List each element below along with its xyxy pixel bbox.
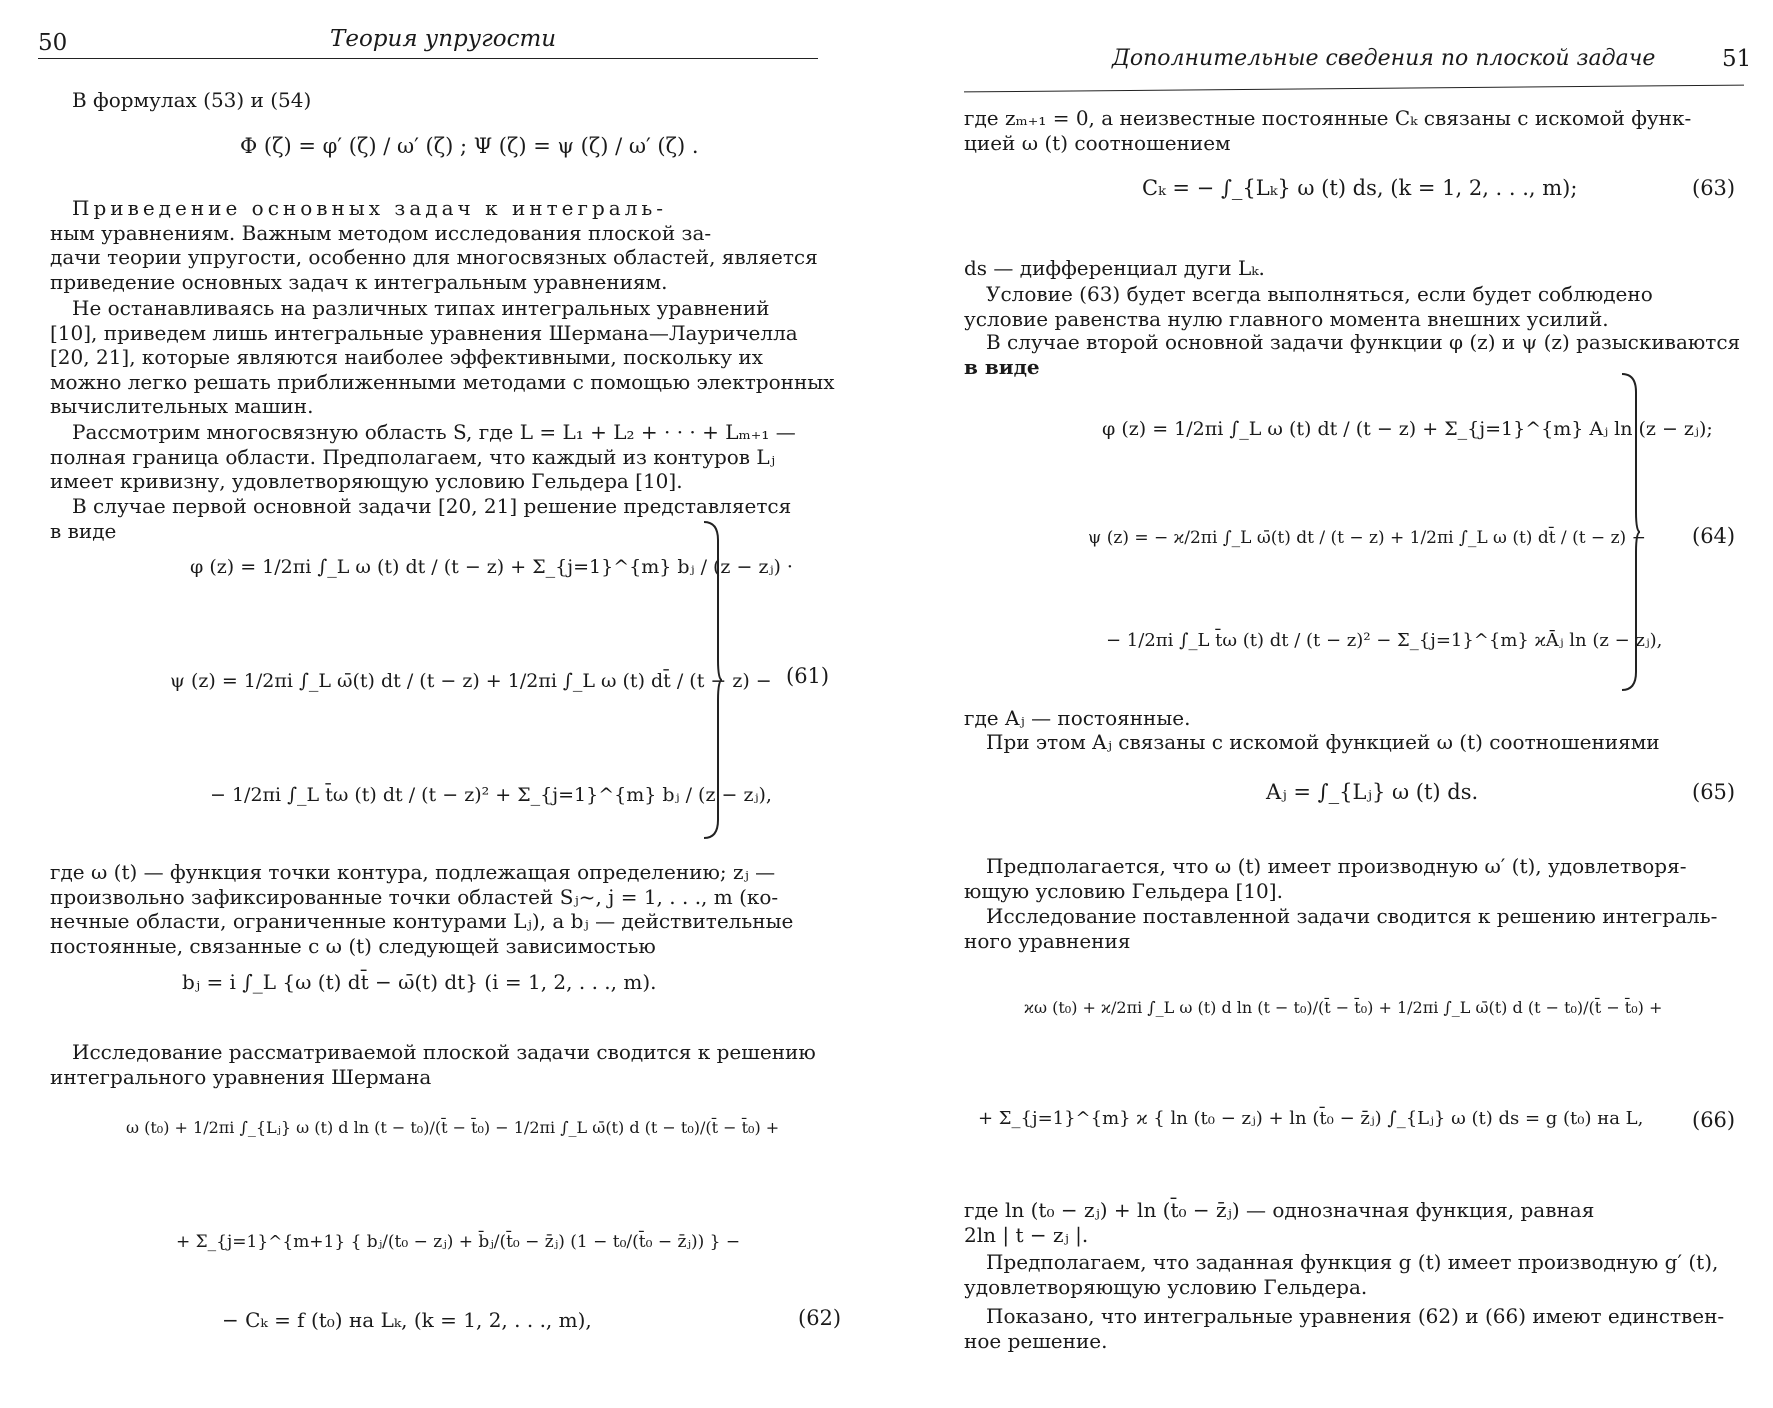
equation-bj: bⱼ = i ∫_L {ω (t) dt̄ − ω̄(t) dt} (i = 1, 2, . . ., m). <box>182 970 657 994</box>
paragraph-line: условие равенства нулю главного момента внешних усилий. <box>964 306 1609 331</box>
paragraph-line: В случае второй основной задачи функции φ (z) и ψ (z) разыскиваются <box>986 330 1741 354</box>
paragraph-line: При этом Aⱼ связаны с искомой функцией ω (t) соотношениями <box>986 730 1660 754</box>
equation-62-line-1: ω (t₀) + 1/2πi ∫_{Lⱼ} ω (t) d ln (t − t₀)/(t̄ − t̄₀) − 1/2πi ∫_L ω̄(t) d (t − t₀)/(t̄ − t̄₀) + <box>126 1118 780 1137</box>
paragraph-line: [20, 21], которые являются наиболее эффективными, поскольку их <box>50 345 764 369</box>
paragraph-holder-condition <box>964 854 1744 903</box>
paragraph-c-constants <box>964 106 1744 155</box>
paragraph-line: ds — дифференциал дуги Lₖ. <box>964 256 1265 280</box>
equation-64-line-2: ψ (z) = − ϰ/2πi ∫_L ω̄(t) dt / (t − z) + 1/2πi ∫_L ω (t) dt̄ / (t − z) − <box>1088 528 1646 548</box>
equation-61-line-2: ψ (z) = 1/2πi ∫_L ω̄(t) dt / (t − z) + 1/2πi ∫_L ω (t) dt̄ / (t − z) − <box>170 670 772 692</box>
paragraph-line: Условие (63) будет всегда выполняться, если будет соблюдено <box>986 282 1653 306</box>
paragraph-line: ное решение. <box>964 1328 1108 1353</box>
formula-phi-psi: Φ (ζ) = φ′ (ζ) / ω′ (ζ) ; Ψ (ζ) = ψ (ζ) / ω′ (ζ) . <box>240 134 699 158</box>
paragraph-a-relations <box>964 730 1744 755</box>
paragraph-line: Предполагается, что ω (t) имеет производную ω′ (t), удовлетворя- <box>986 854 1687 878</box>
paragraph-line: вычислительных машин. <box>50 394 314 418</box>
paragraph-line: в виде <box>50 518 117 543</box>
equation-64-number: (64) <box>1692 524 1736 548</box>
header-rule-right <box>964 85 1744 93</box>
paragraph-condition-63 <box>964 282 1744 331</box>
paragraph-sherman-lauricella <box>50 296 835 419</box>
paragraph-line: в виде <box>964 354 1040 379</box>
equation-65-line-1: Aⱼ = ∫_{Lⱼ} ω (t) ds. <box>1266 780 1479 804</box>
equation-64-line-3: − 1/2πi ∫_L t̄ω (t) dt / (t − z)² − Σ_{j=1}^{m} ϰĀⱼ ln (z − zⱼ), <box>1106 630 1663 651</box>
equation-61-brace <box>700 520 724 840</box>
paragraph-line: ющую условию Гельдера [10]. <box>964 878 1283 903</box>
left-page <box>0 0 870 1408</box>
paragraph-line: Предполагаем, что заданная функция g (t) имеет производную g′ (t), <box>986 1250 1719 1274</box>
paragraph-line: Приведение основных задач к интеграль- <box>72 196 668 220</box>
paragraph-line: постоянные, связанные с ω (t) следующей зависимостью <box>50 933 656 958</box>
page-number-left: 50 <box>38 30 68 56</box>
equation-61-line-1: φ (z) = 1/2πi ∫_L ω (t) dt / (t − z) + Σ_{j=1}^{m} bⱼ / (z − zⱼ) · <box>190 556 793 578</box>
paragraph-line: произвольно зафиксированные точки областей Sⱼ~, j = 1, . . ., m (ко- <box>50 884 779 909</box>
equation-62-line-3: − Cₖ = f (t₀) на Lₖ, (k = 1, 2, . . ., m), <box>222 1308 592 1332</box>
intro-text: В формулах (53) и (54) <box>72 88 312 112</box>
equation-62-number: (62) <box>798 1306 842 1330</box>
running-title-right: Дополнительные сведения по плоской задаче <box>1112 46 1656 71</box>
paragraph-line: где Aⱼ — постоянные. <box>964 706 1191 730</box>
paragraph-ds <box>964 256 1744 281</box>
paragraph-line: [10], приведем лишь интегральные уравнения Шермана—Лауричелла <box>50 320 798 345</box>
paragraph-line: Показано, что интегральные уравнения (62) и (66) имеют единствен- <box>986 1304 1725 1328</box>
paragraph-line: где ω (t) — функция точки контура, подлежащая определению; zⱼ — <box>50 860 776 884</box>
paragraph-g-function <box>964 1250 1744 1299</box>
paragraph-line: интегрального уравнения Шермана <box>50 1064 432 1089</box>
paragraph-line: дачи теории упругости, особенно для многосвязных областей, является <box>50 245 818 269</box>
paragraph-line: можно легко решать приближенными методами с помощью электронных <box>50 369 835 394</box>
equation-61-number: (61) <box>786 664 830 688</box>
paragraph-sherman-equation <box>50 1040 832 1089</box>
equation-61-line-3: − 1/2πi ∫_L t̄ω (t) dt / (t − z)² + Σ_{j=1}^{m} bⱼ / (z − zⱼ), <box>210 784 772 806</box>
paragraph-line: полная граница области. Предполагаем, что каждый из контуров Lⱼ <box>50 444 775 469</box>
paragraph-single-valued-function <box>964 1198 1744 1247</box>
equation-64-line-1: φ (z) = 1/2πi ∫_L ω (t) dt / (t − z) + Σ_{j=1}^{m} Aⱼ ln (z − zⱼ); <box>1102 418 1713 440</box>
paragraph-line: имеет кривизну, удовлетворяющую условию Гельдера [10]. <box>50 469 683 493</box>
equation-66-line-1: ϰω (t₀) + ϰ/2πi ∫_L ω (t) d ln (t − t₀)/(t̄ − t̄₀) + 1/2πi ∫_L ω̄(t) d (t − t₀)/(t̄ − t̄₀) + <box>1024 998 1663 1017</box>
paragraph-integral-equation <box>964 904 1744 953</box>
paragraph-line: Исследование рассматриваемой плоской задачи сводится к решению <box>72 1040 816 1064</box>
paragraph-line: цией ω (t) соотношением <box>964 130 1231 155</box>
paragraph-line: ного уравнения <box>964 928 1131 953</box>
paragraph-line: приведение основных задач к интегральным уравнениям. <box>50 269 668 294</box>
paragraph-line: где ln (t₀ − zⱼ) + ln (t̄₀ − z̄ⱼ) — однозначная функция, равная <box>964 1198 1595 1222</box>
equation-63-line-1: Cₖ = − ∫_{Lₖ} ω (t) ds, (k = 1, 2, . . ., m); <box>1142 176 1578 200</box>
paragraph-line: Рассмотрим многосвязную область S, где L = L₁ + L₂ + · · · + Lₘ₊₁ — <box>72 420 796 444</box>
equation-66-line-2: + Σ_{j=1}^{m} ϰ { ln (t₀ − zⱼ) + ln (t̄₀ − z̄ⱼ) ∫_{Lⱼ} ω (t) ds = g (t₀) на L, <box>978 1108 1644 1129</box>
paragraph-intro-integral-equations <box>50 196 820 294</box>
paragraph-line: нечные области, ограниченные контурами Lⱼ), а bⱼ — действительные <box>50 909 794 933</box>
paragraph-line: где zₘ₊₁ = 0, а неизвестные постоянные Cₖ связаны с искомой функ- <box>964 106 1692 130</box>
equation-64-brace <box>1618 372 1642 692</box>
paragraph-multiply-connected-domain <box>50 420 820 494</box>
paragraph-line: В случае первой основной задачи [20, 21] решение представляется <box>72 494 792 518</box>
equation-63-number: (63) <box>1692 176 1736 200</box>
paragraph-uniqueness <box>964 1304 1744 1353</box>
running-title-left: Теория упругости <box>330 26 557 52</box>
right-page <box>930 0 1773 1408</box>
header-rule-left <box>38 58 818 59</box>
equation-66-number: (66) <box>1692 1108 1736 1132</box>
paragraph-line: удовлетворяющую условию Гельдера. <box>964 1274 1368 1299</box>
paragraph-line: 2ln | t − zⱼ |. <box>964 1222 1089 1247</box>
paragraph-a-constants <box>964 706 1744 731</box>
equation-65-number: (65) <box>1692 780 1736 804</box>
page-number-right: 51 <box>1722 46 1752 72</box>
equation-62-line-2: + Σ_{j=1}^{m+1} { bⱼ/(t₀ − zⱼ) + b̄ⱼ/(t̄₀ − z̄ⱼ) (1 − t₀/(t̄₀ − z̄ⱼ)) } − <box>176 1232 741 1252</box>
paragraph-line: Не останавливаясь на различных типах интегральных уравнений <box>72 296 770 320</box>
paragraph-line: Исследование поставленной задачи сводится к решению интеграль- <box>986 904 1718 928</box>
paragraph-omega-definition <box>50 860 832 958</box>
paragraph-line: ным уравнениям. Важным методом исследования плоской за- <box>50 220 712 245</box>
